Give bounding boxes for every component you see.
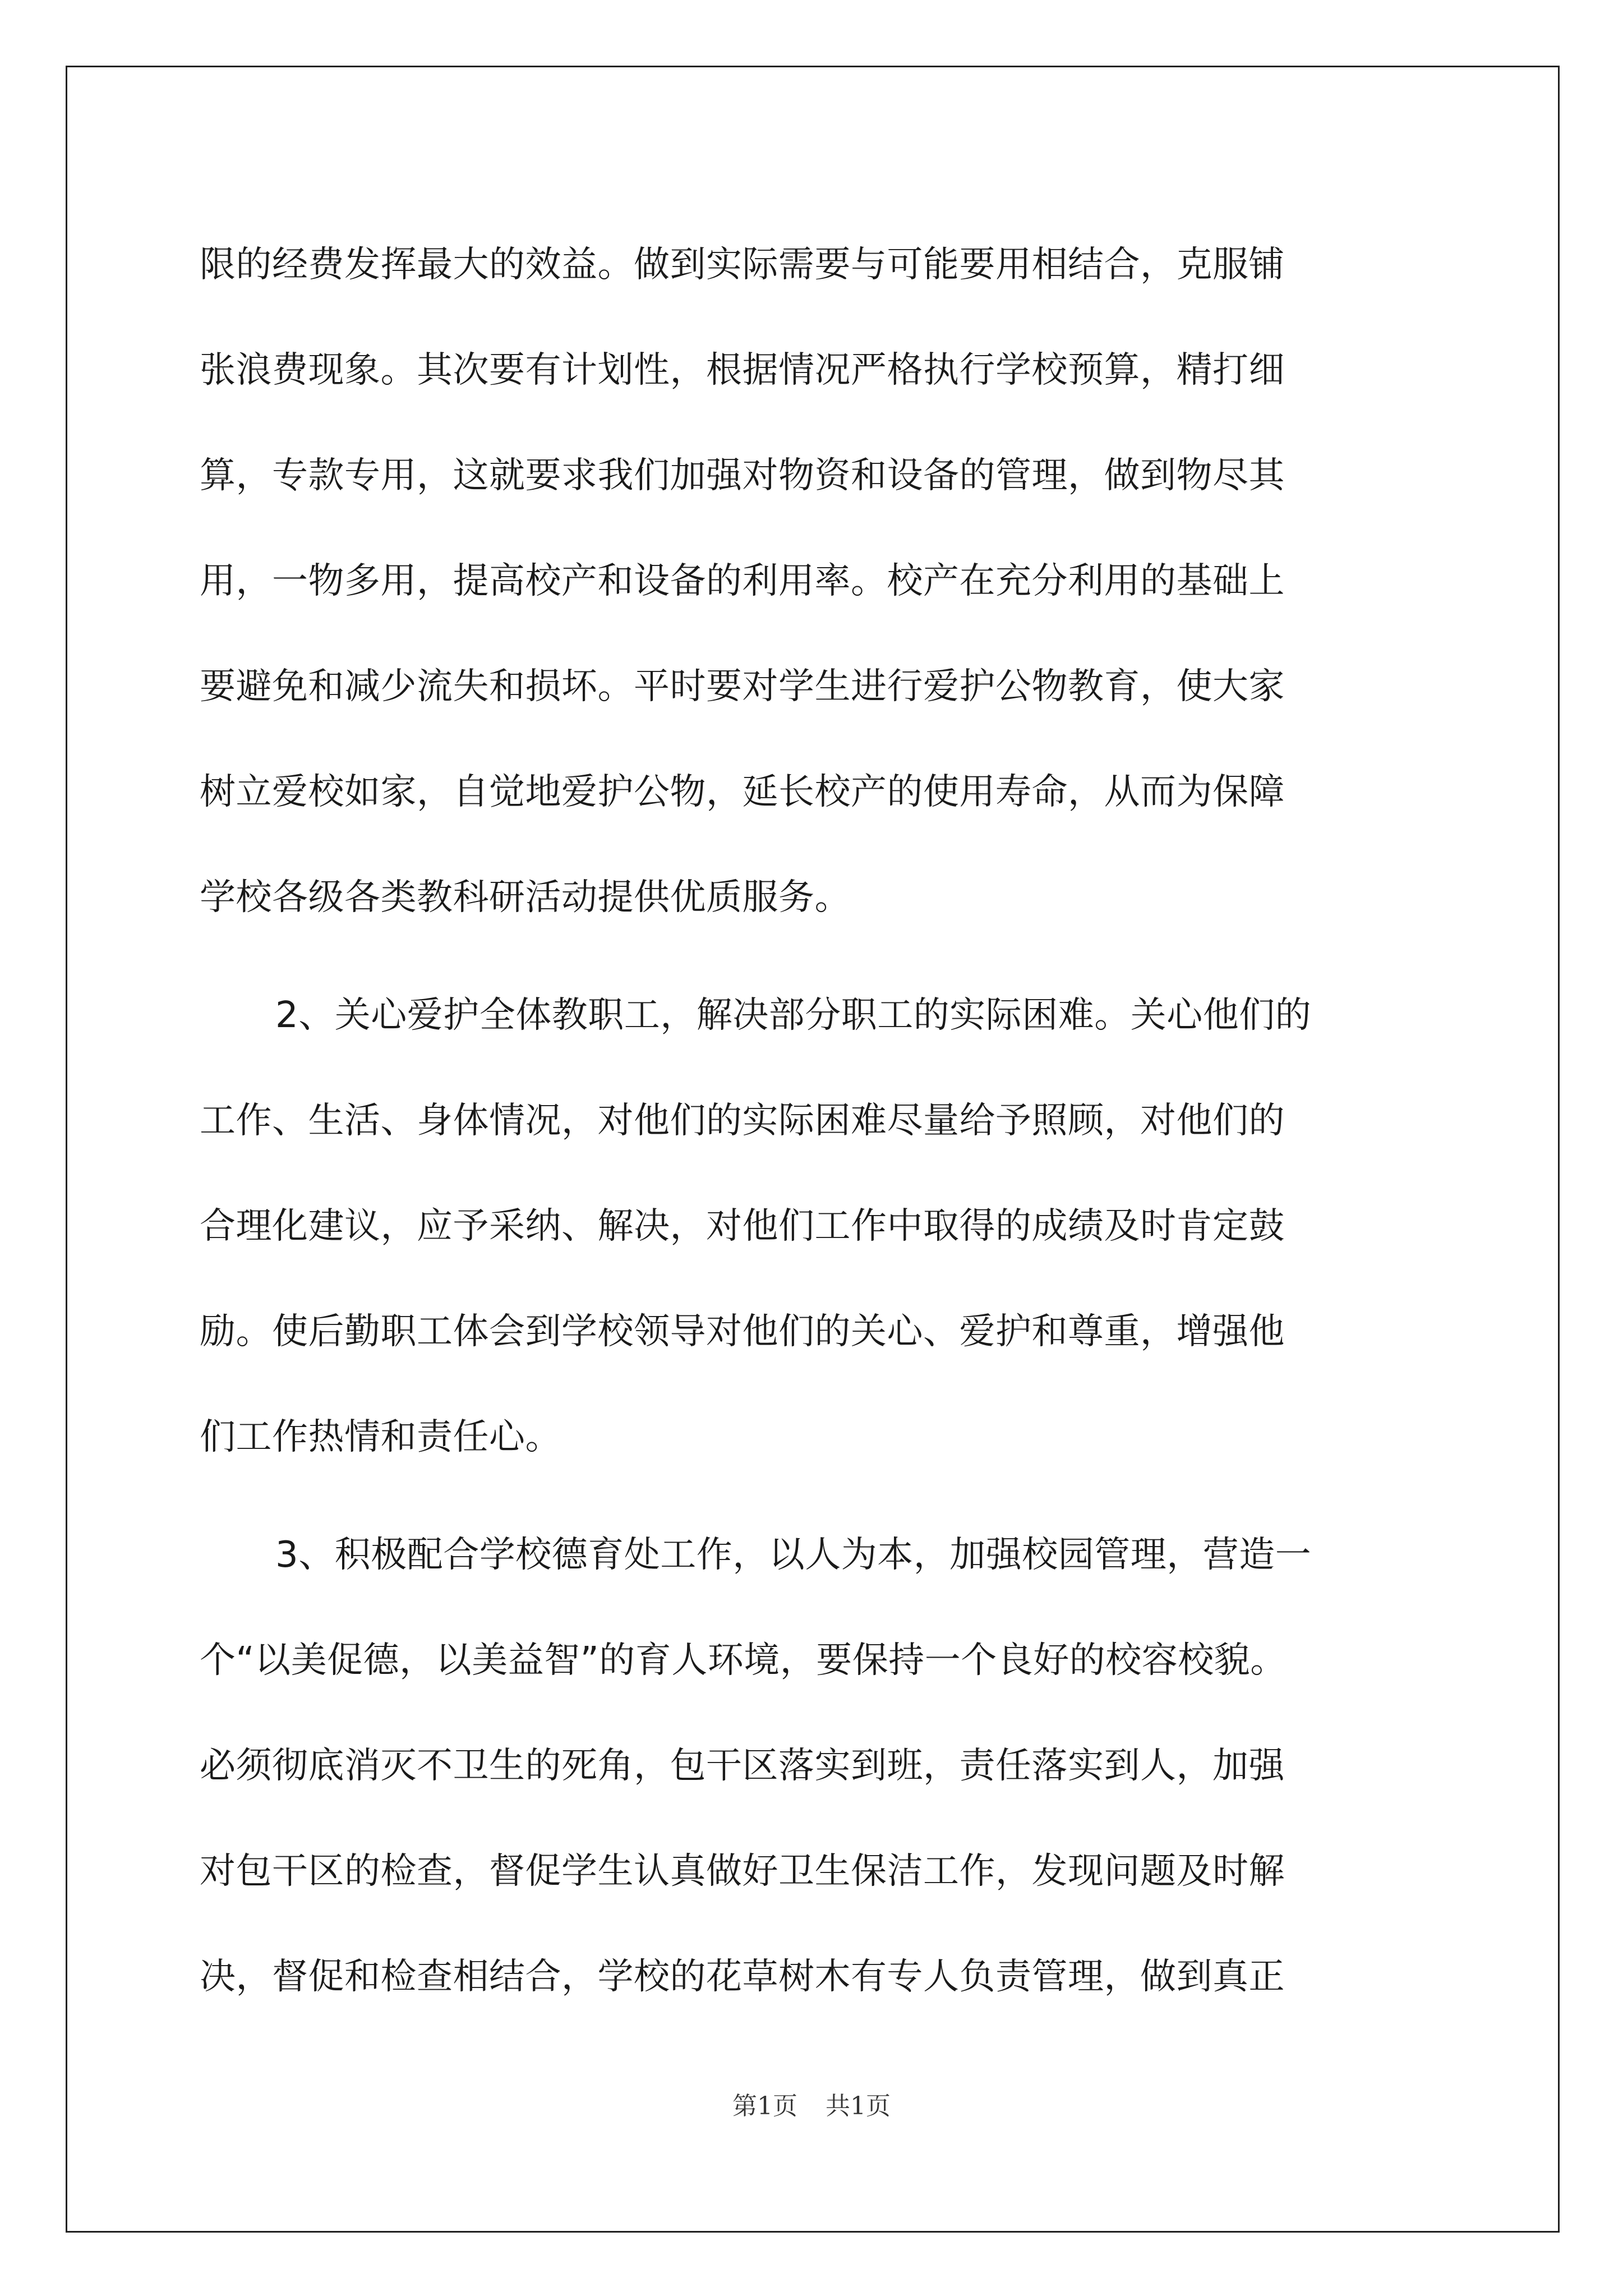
text-line: 限的经费发挥最大的效益。做到实际需要与可能要用相结合，克服铺	[200, 244, 1285, 286]
text-line: 要避免和减少流失和损坏。平时要对学生进行爱护公物教育，使大家	[200, 666, 1285, 707]
text-line: 们工作热情和责任心。	[200, 1416, 561, 1458]
paragraph	[200, 963, 1433, 1490]
text-line: 用，一物多用，提高校产和设备的利用率。校产在充分利用的基础上	[200, 560, 1285, 602]
text-line: 算，专款专用，这就要求我们加强对物资和设备的管理，做到物尽其	[200, 455, 1285, 496]
text-line: 3、积极配合学校德育处工作，以人为本，加强校园管理，营造一	[275, 1534, 1312, 1576]
text-line: 对包干区的检查，督促学生认真做好卫生保洁工作，发现问题及时解	[200, 1851, 1285, 1892]
text-line: 学校各级各类教科研活动提供优质服务。	[200, 877, 851, 918]
page-footer	[0, 2086, 1623, 2122]
text-line: 决，督促和检查相结合，学校的花草树木有专人负责管理，做到真正	[200, 1956, 1285, 1998]
paragraph	[200, 212, 1433, 950]
text-line: 2、关心爱护全体教职工，解决部分职工的实际困难。关心他们的	[275, 995, 1312, 1036]
text-line: 个“以美促德，以美益智”的育人环境，要保持一个良好的校容校貌。	[200, 1640, 1287, 1681]
text-line: 励。使后勤职工体会到学校领导对他们的关心、爱护和尊重，增强他	[200, 1311, 1285, 1352]
document-body	[200, 212, 1433, 2030]
text-line: 必须彻底消灭不卫生的死角，包干区落实到班，责任落实到人，加强	[200, 1745, 1285, 1787]
text-line: 合理化建议，应予采纳、解决，对他们工作中取得的成绩及时肯定鼓	[200, 1205, 1285, 1247]
page-number: 第1页	[732, 2092, 797, 2120]
text-line: 树立爱校如家，自觉地爱护公物，延长校产的使用寿命，从而为保障	[200, 771, 1285, 813]
text-line: 工作、生活、身体情况，对他们的实际困难尽量给予照顾，对他们的	[200, 1100, 1285, 1142]
page-total: 共1页	[826, 2092, 891, 2120]
paragraph	[200, 1502, 1433, 2030]
text-line: 张浪费现象。其次要有计划性，根据情况严格执行学校预算，精打细	[200, 349, 1285, 391]
